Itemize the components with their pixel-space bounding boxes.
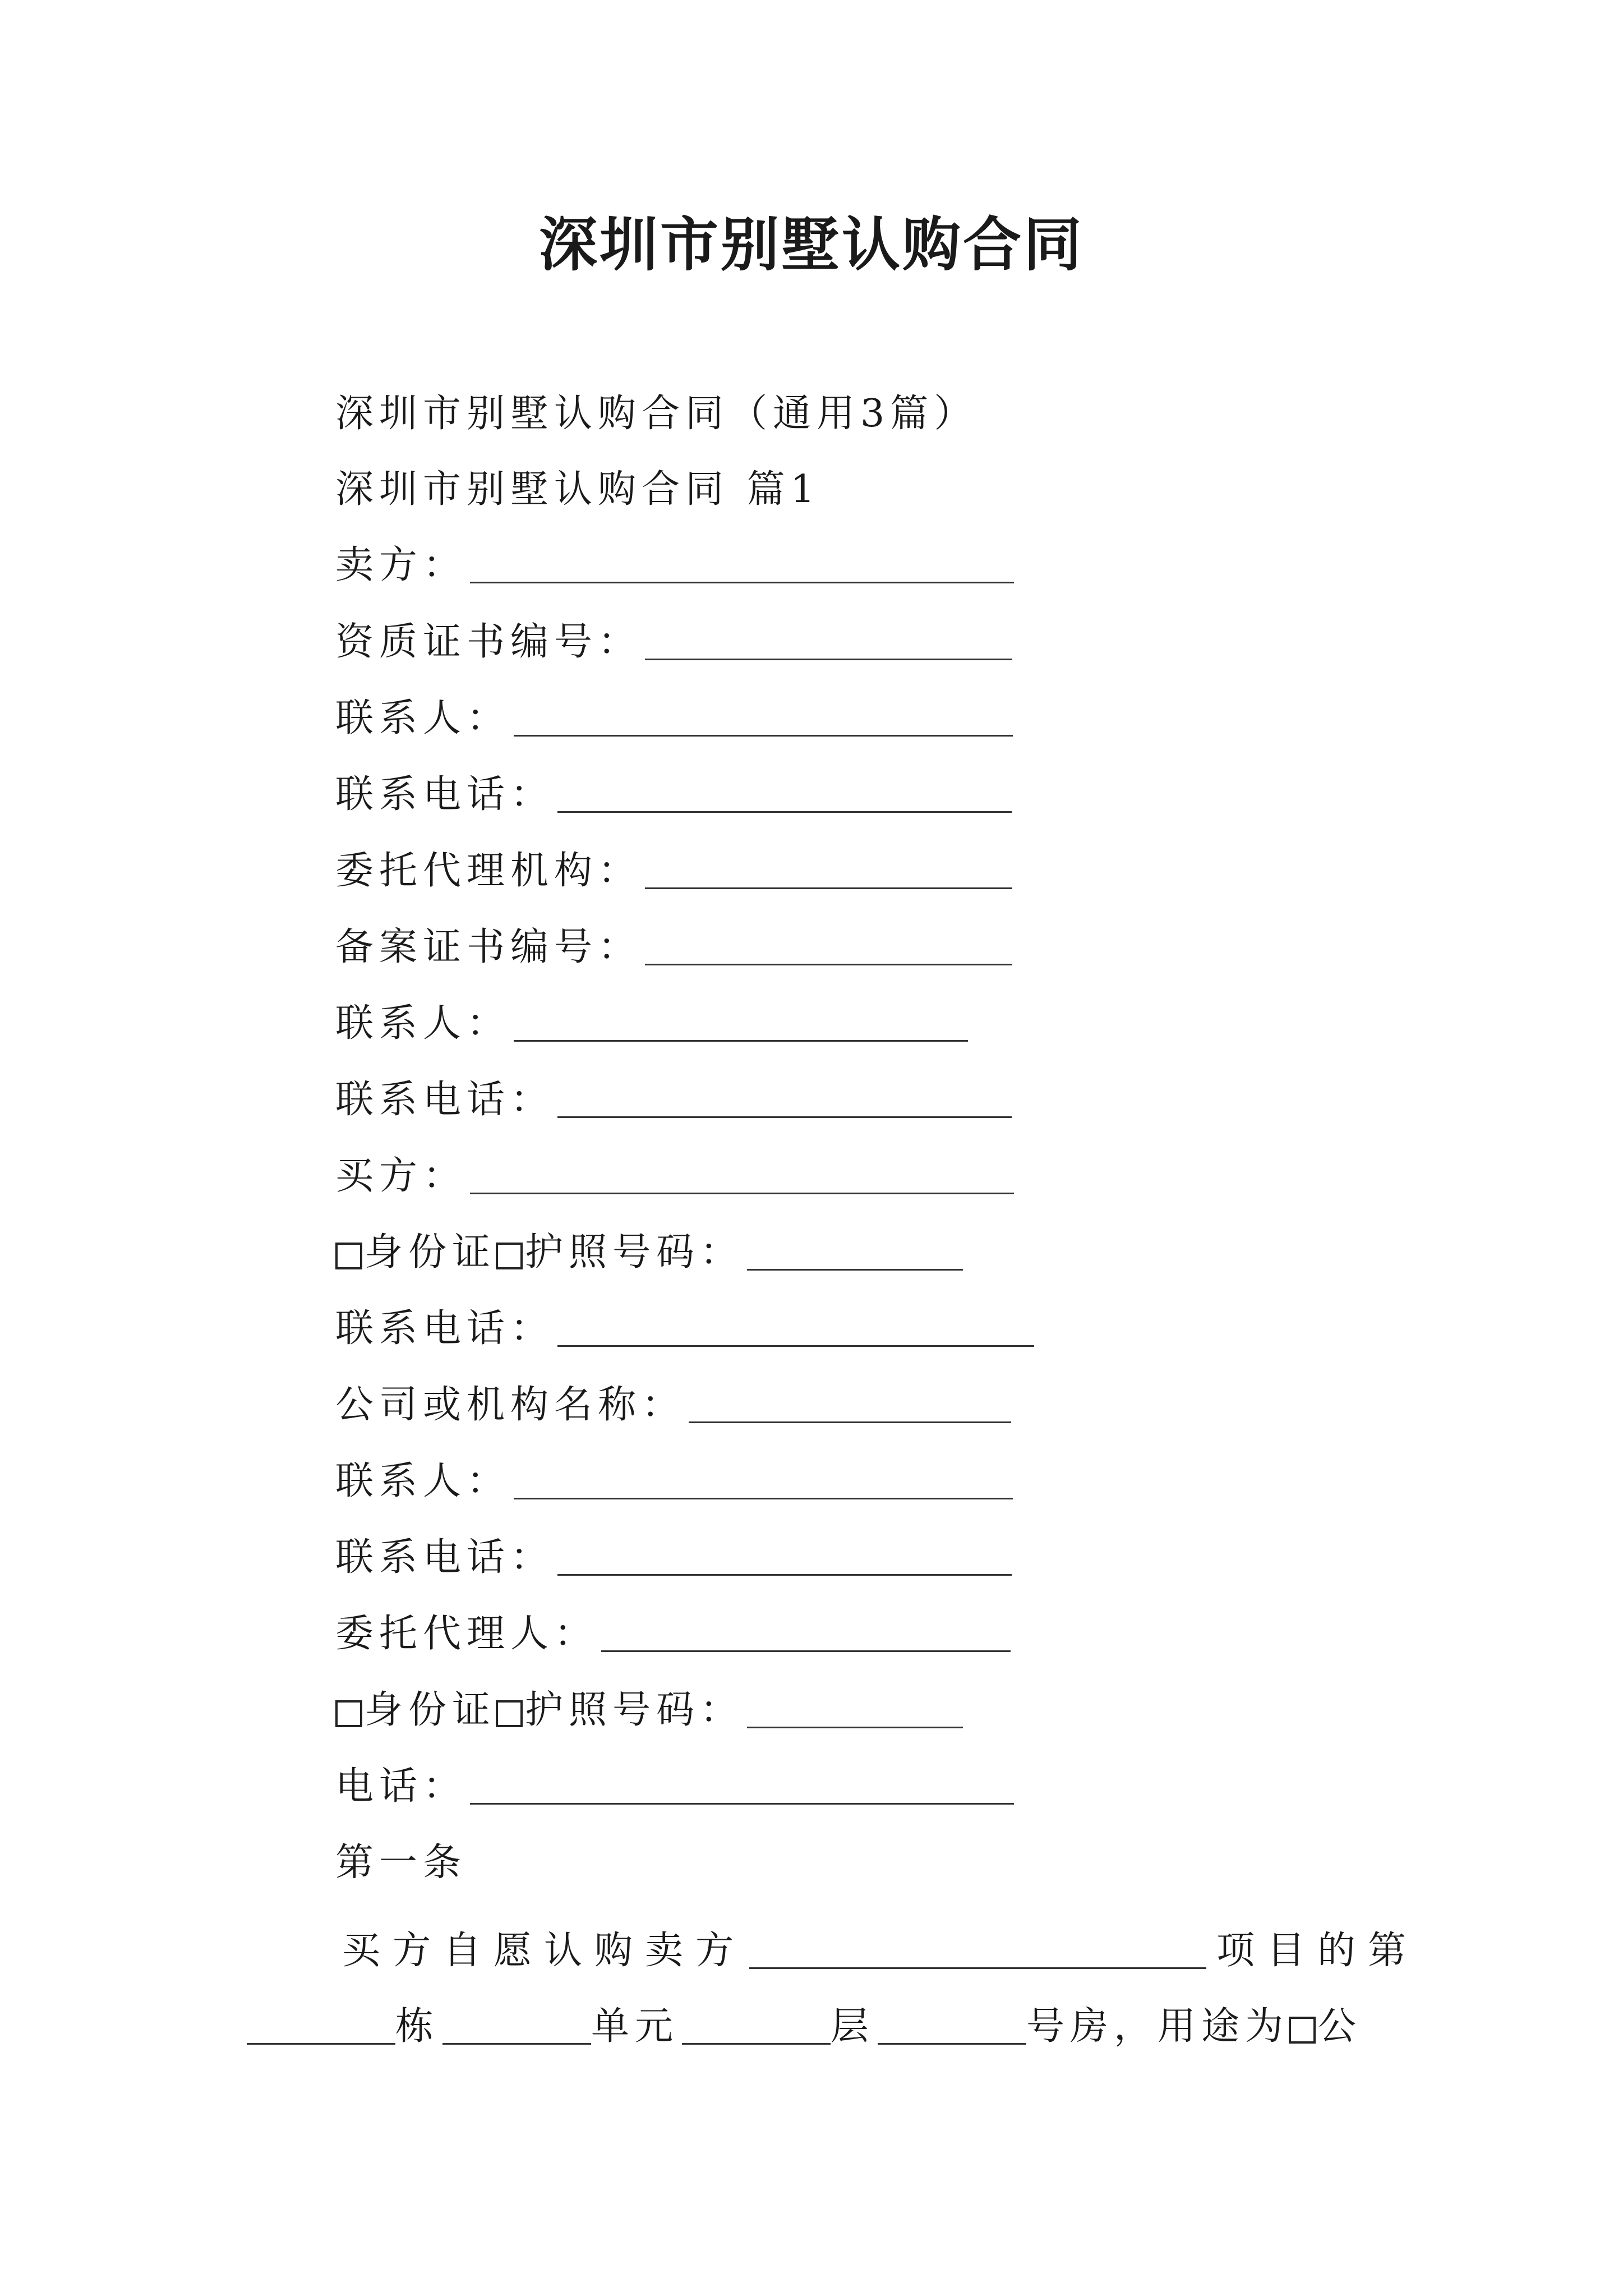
agent-blank[interactable] <box>601 1650 1011 1652</box>
article-one-line-2 <box>247 1994 1362 2050</box>
seller-phone-label: 联系电话： <box>335 772 555 817</box>
agent-phone-label: 电话： <box>335 1764 467 1809</box>
company-phone-label: 联系电话： <box>335 1535 555 1580</box>
agency-blank[interactable] <box>645 887 1012 889</box>
buyer-phone-row <box>335 1296 1034 1352</box>
seller-phone-row <box>335 762 1012 818</box>
unit-blank[interactable] <box>442 2043 591 2045</box>
agent-phone-row <box>335 1754 1014 1810</box>
company-contact-label: 联系人： <box>335 1459 511 1503</box>
document-title: 深圳市别墅认购合同 <box>538 210 1084 279</box>
agent-passport-checkbox[interactable] <box>496 1700 523 1727</box>
article-text-a: 买方自愿认购卖方 <box>342 1929 746 1973</box>
company-name-blank[interactable] <box>689 1421 1011 1423</box>
agent-id-row <box>335 1678 963 1734</box>
document-subtitle: 深圳市别墅认购合同（通用3篇） <box>335 392 978 436</box>
agent-id-label: 身份证 <box>365 1688 496 1732</box>
qualification-label: 资质证书编号： <box>335 620 642 664</box>
buyer-row <box>335 1144 1014 1200</box>
article-one-heading: 第一条 <box>335 1841 467 1885</box>
unit-label: 单元 <box>591 2004 679 2049</box>
agent-id-number-blank[interactable] <box>747 1727 963 1728</box>
agency-contact-label: 联系人： <box>335 1001 511 1046</box>
buyer-phone-label: 联系电话： <box>335 1306 555 1351</box>
qualification-blank[interactable] <box>645 659 1012 660</box>
buyer-phone-blank[interactable] <box>557 1345 1034 1347</box>
article-one-line-1 <box>342 1918 1418 1975</box>
agent-id-checkbox[interactable] <box>335 1700 362 1727</box>
company-phone-row <box>335 1525 1012 1581</box>
passport-checkbox[interactable] <box>496 1243 523 1269</box>
qualification-row <box>335 610 1012 666</box>
usage-checkbox[interactable] <box>1289 2017 1316 2044</box>
seller-label: 卖方： <box>335 543 467 587</box>
article-text-b: 项目的第 <box>1216 1929 1419 1973</box>
room-label: 号房，用途为 <box>1026 2004 1289 2049</box>
agency-contact-row <box>335 991 968 1047</box>
seller-row <box>335 533 1014 589</box>
company-contact-row <box>335 1449 1013 1505</box>
part-heading: 深圳市别墅认购合同 篇1 <box>335 467 820 512</box>
agent-phone-blank[interactable] <box>470 1803 1014 1805</box>
company-name-row <box>335 1373 1011 1429</box>
record-label: 备案证书编号： <box>335 925 642 969</box>
agent-row <box>335 1602 1011 1658</box>
building-label: 栋 <box>395 2004 440 2049</box>
company-contact-blank[interactable] <box>514 1498 1013 1499</box>
agency-phone-blank[interactable] <box>557 1116 1012 1118</box>
passport-label: 护照号码： <box>525 1230 744 1274</box>
project-name-blank[interactable] <box>749 1967 1206 1969</box>
agency-phone-label: 联系电话： <box>335 1078 555 1122</box>
record-row <box>335 915 1012 971</box>
seller-phone-blank[interactable] <box>557 811 1012 813</box>
agent-passport-label: 护照号码： <box>525 1688 744 1732</box>
agency-phone-row <box>335 1068 1012 1124</box>
company-name-label: 公司或机构名称： <box>335 1383 686 1427</box>
floor-label: 层 <box>831 2004 875 2049</box>
floor-blank[interactable] <box>682 2043 831 2045</box>
buyer-id-row <box>335 1220 963 1276</box>
agency-contact-blank[interactable] <box>514 1040 968 1042</box>
agency-label: 委托代理机构： <box>335 849 642 893</box>
id-checkbox[interactable] <box>335 1243 362 1269</box>
company-phone-blank[interactable] <box>557 1574 1012 1576</box>
id-number-blank[interactable] <box>747 1269 963 1271</box>
usage-label: 公 <box>1318 2004 1362 2049</box>
seller-blank[interactable] <box>470 582 1014 583</box>
agency-row <box>335 839 1012 895</box>
building-blank[interactable] <box>247 2043 395 2045</box>
seller-contact-label: 联系人： <box>335 696 511 740</box>
id-label: 身份证 <box>365 1230 496 1274</box>
seller-contact-blank[interactable] <box>514 735 1013 737</box>
agent-label: 委托代理人： <box>335 1612 598 1656</box>
room-blank[interactable] <box>878 2043 1026 2045</box>
buyer-blank[interactable] <box>470 1193 1014 1194</box>
buyer-label: 买方： <box>335 1154 467 1198</box>
record-blank[interactable] <box>645 964 1012 965</box>
seller-contact-row <box>335 686 1013 742</box>
